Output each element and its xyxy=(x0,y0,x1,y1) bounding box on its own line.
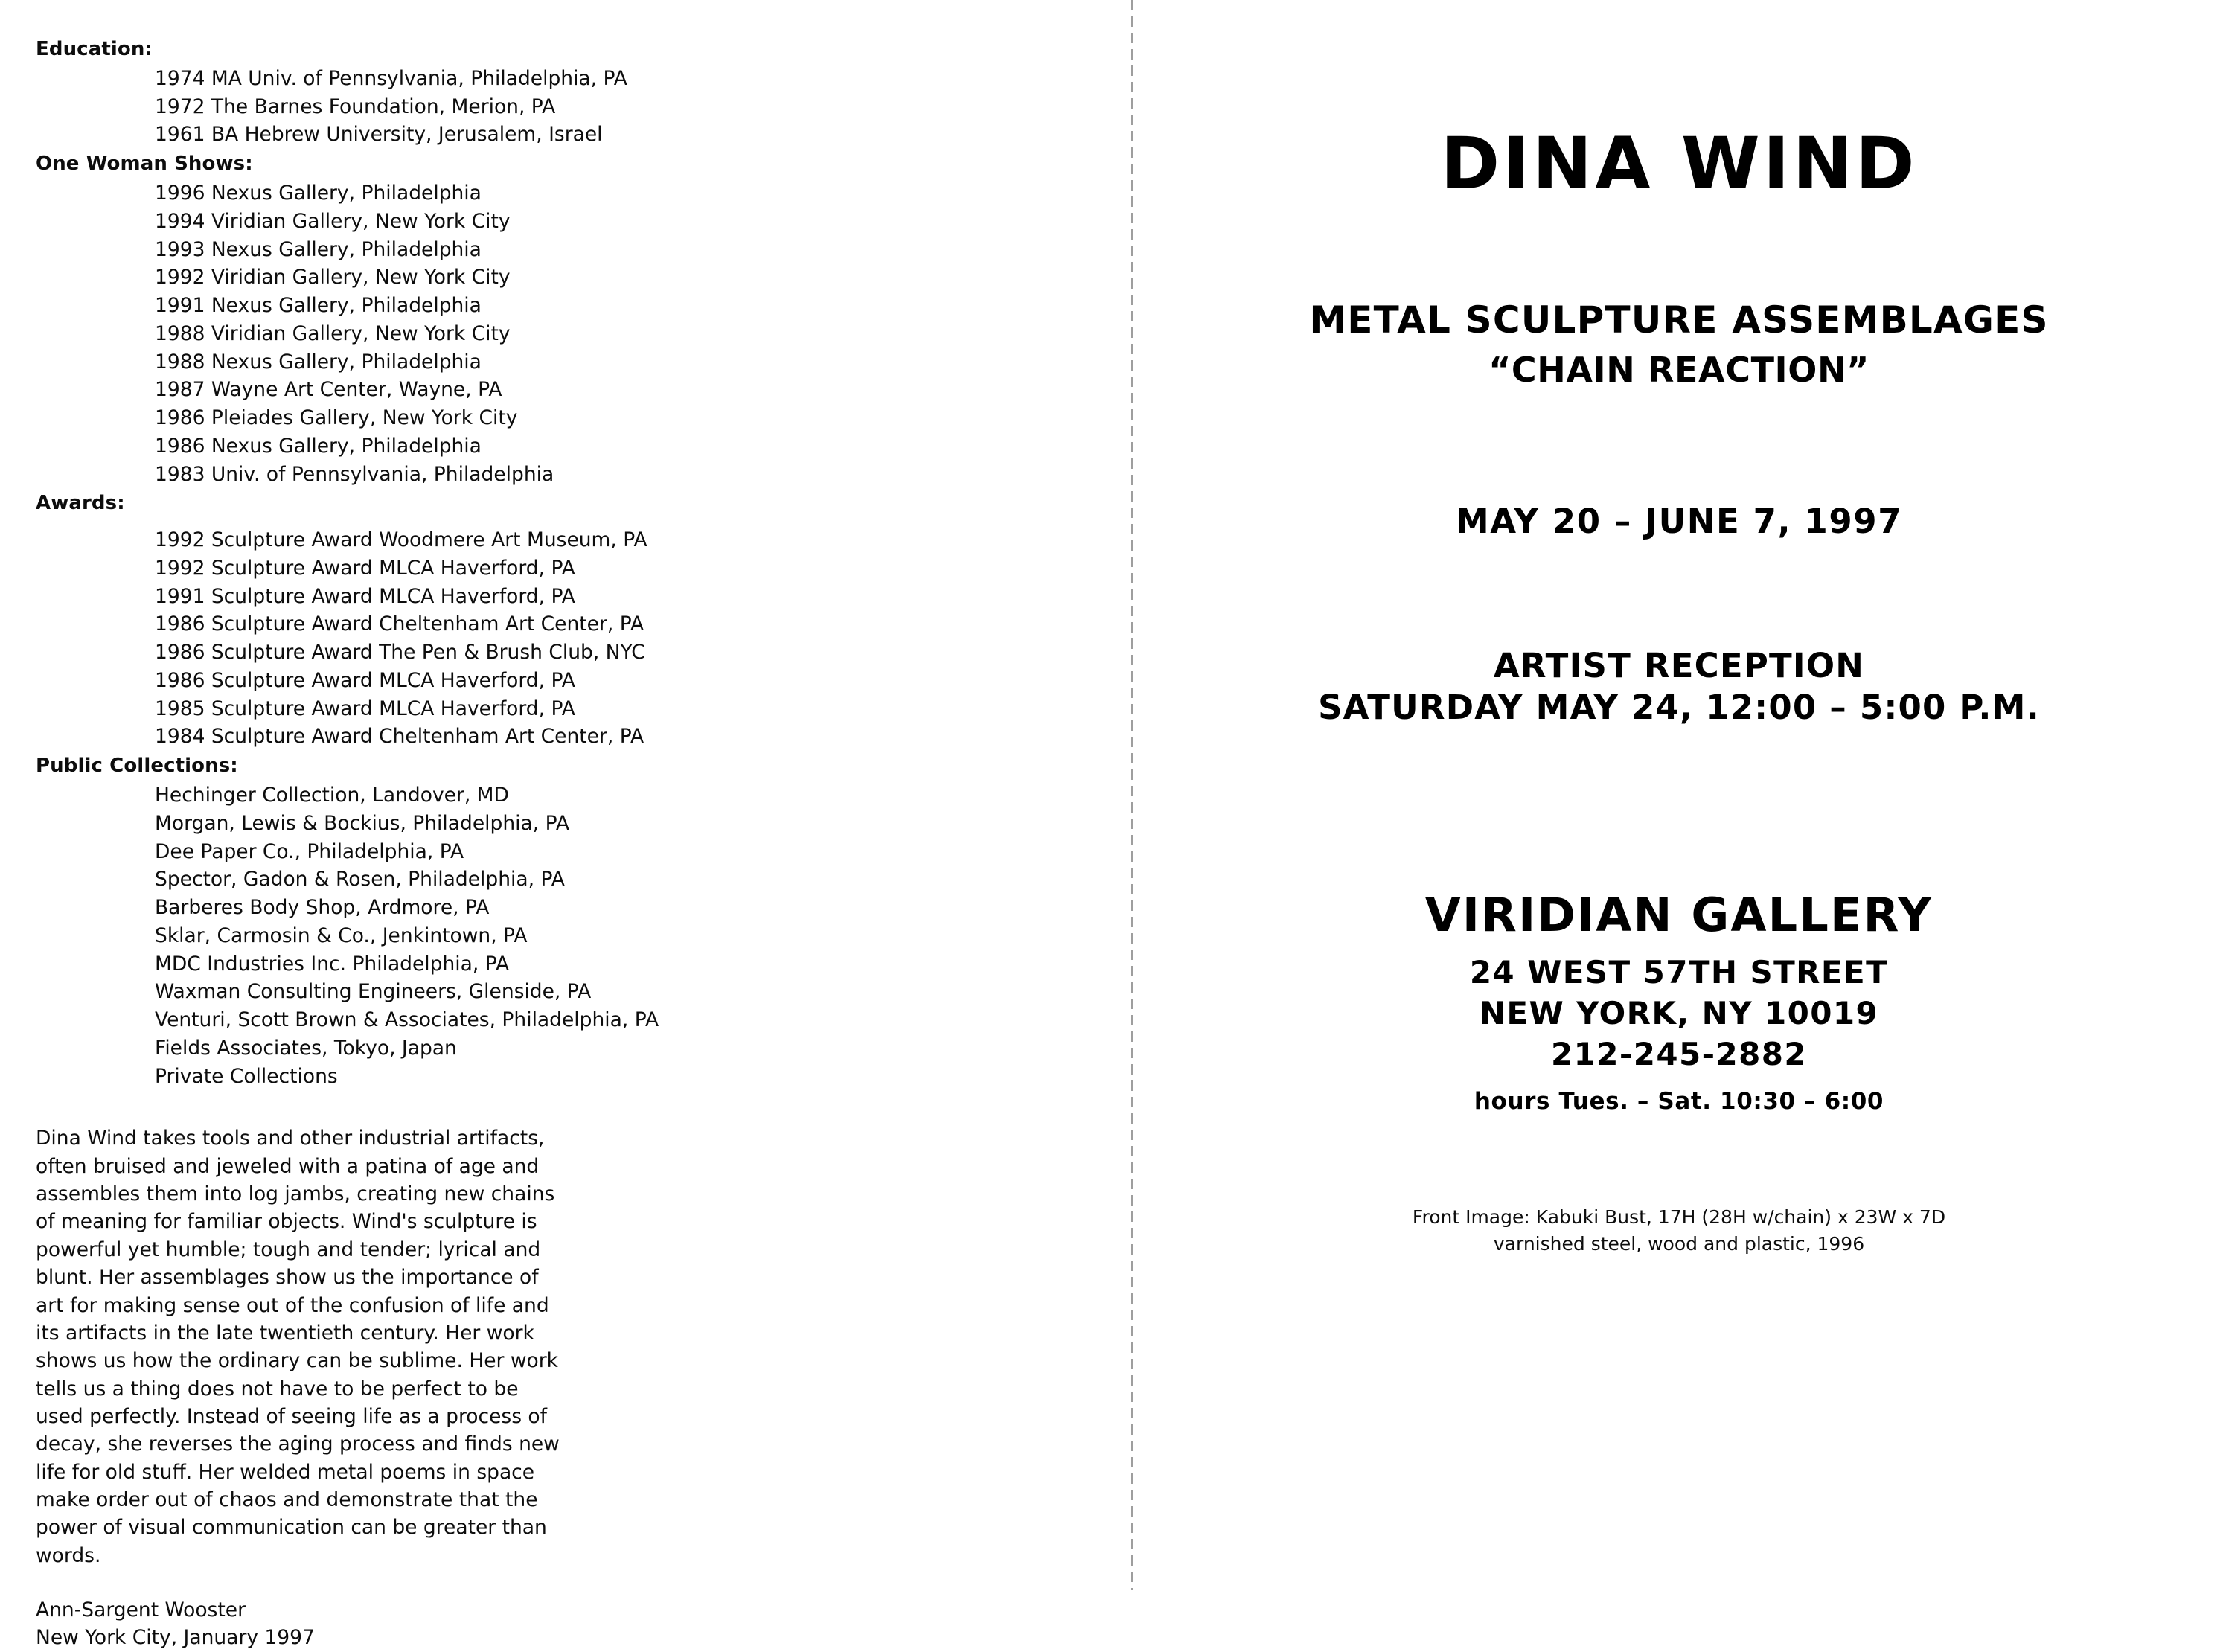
fold-line xyxy=(1131,0,1133,1590)
list-item: 1992 Sculpture Award Woodmere Art Museum, PA xyxy=(155,528,647,552)
list-item: Waxman Consulting Engineers, Glenside, PA xyxy=(155,980,592,1004)
statement-text: Dina Wind takes tools and other industrial artifacts, often bruised and jeweled with a patina of age and assembles them into log jambs, creating new chains of meaning for familiar objects. Wind's sculpture is powerful yet humble; tough and tender; lyrical and blunt. Her assemblages show us the importance of art for making sense out of the confusion of life and its artifacts in the late twentieth century. Her work shows us how the ordinary can be sublime. Her work tells us a thing does not have to be perfect to be used perfectly. Instead of seeing life as a process of decay, she reverses the aging process and finds new life for old stuff. Her welded metal poems in space make order out of chaos and demonstrate that the power of visual communication can be greater than words. xyxy=(36,1127,560,1567)
gallery-name: VIRIDIAN GALLERY xyxy=(1424,888,1933,943)
list-item: 1987 Wayne Art Center, Wayne, PA xyxy=(155,378,502,402)
reception-time: SATURDAY MAY 24, 12:00 – 5:00 P.M. xyxy=(1318,687,2040,727)
gallery-address xyxy=(1135,953,2223,1075)
list-item: 1986 Nexus Gallery, Philadelphia xyxy=(155,434,482,458)
list-item: Spector, Gadon & Rosen, Philadelphia, PA xyxy=(155,868,565,891)
list-item: 1992 Viridian Gallery, New York City xyxy=(155,266,511,289)
cv-section-one-woman-shows xyxy=(36,150,1135,488)
list-item: MDC Industries Inc. Philadelphia, PA xyxy=(155,952,510,976)
list-item: Sklar, Carmosin & Co., Jenkintown, PA xyxy=(155,923,528,947)
statement-signature xyxy=(36,1596,569,1652)
artist-name: DINA WIND xyxy=(1440,122,1918,205)
list-item: 1972 The Barnes Foundation, Merion, PA xyxy=(155,95,556,118)
section-heading: Education: xyxy=(36,38,153,60)
list-item: 1994 Viridian Gallery, New York City xyxy=(155,209,511,233)
statement-author: Ann-Sargent Wooster xyxy=(36,1598,246,1622)
public-collections-list xyxy=(36,781,1135,1090)
gallery-hours: hours Tues. – Sat. 10:30 – 6:00 xyxy=(1474,1088,1884,1115)
list-item: Venturi, Scott Brown & Associates, Philadelphia, PA xyxy=(155,1008,659,1032)
list-item: Morgan, Lewis & Bockius, Philadelphia, PA xyxy=(155,811,569,835)
list-item: 1986 Sculpture Award Cheltenham Art Center, PA xyxy=(155,612,644,636)
reception-block xyxy=(1135,645,2223,729)
reception-label: ARTIST RECEPTION xyxy=(1493,645,1865,685)
section-heading: One Woman Shows: xyxy=(36,153,253,176)
list-item: 1988 Nexus Gallery, Philadelphia xyxy=(155,350,482,374)
list-item: 1961 BA Hebrew University, Jerusalem, Israel xyxy=(155,123,603,147)
list-item: Barberes Body Shop, Ardmore, PA xyxy=(155,896,490,920)
list-item: 1986 Sculpture Award MLCA Haverford, PA xyxy=(155,668,575,692)
artist-statement xyxy=(36,1124,1135,1651)
address-city: NEW YORK, NY 10019 xyxy=(1479,994,1879,1031)
list-item: Private Collections xyxy=(155,1064,338,1088)
cv-section-public-collections xyxy=(36,752,1135,1090)
list-item: 1991 Sculpture Award MLCA Haverford, PA xyxy=(155,584,575,608)
list-item: Dee Paper Co., Philadelphia, PA xyxy=(155,839,464,863)
caption-line-1: Front Image: Kabuki Bust, 17H (28H w/chain) x 23W x 7D xyxy=(1412,1206,1946,1229)
list-item: 1996 Nexus Gallery, Philadelphia xyxy=(155,182,482,205)
list-item: 1984 Sculpture Award Cheltenham Art Center, PA xyxy=(155,725,644,749)
one-woman-shows-list xyxy=(36,179,1135,488)
list-item: 1985 Sculpture Award MLCA Haverford, PA xyxy=(155,697,575,720)
list-item: 1991 Nexus Gallery, Philadelphia xyxy=(155,294,482,318)
list-item: 1986 Pleiades Gallery, New York City xyxy=(155,406,518,430)
front-image-caption xyxy=(1135,1204,2223,1257)
section-heading: Public Collections: xyxy=(36,755,238,778)
exhibition-dates: MAY 20 – JUNE 7, 1997 xyxy=(1455,501,1903,541)
statement-author-place: New York City, January 1997 xyxy=(36,1626,315,1650)
education-list xyxy=(36,65,1135,149)
list-item: Hechinger Collection, Landover, MD xyxy=(155,784,509,807)
gallery-phone: 212-245-2882 xyxy=(1551,1035,1807,1072)
address-street: 24 WEST 57TH STREET xyxy=(1469,954,1889,991)
cover-panel xyxy=(1135,0,2223,1590)
spacer xyxy=(36,519,1135,526)
list-item: Fields Associates, Tokyo, Japan xyxy=(155,1036,457,1060)
list-item: 1983 Univ. of Pennsylvania, Philadelphia xyxy=(155,462,554,486)
cv-section-education xyxy=(36,36,1135,149)
list-item: 1992 Sculpture Award MLCA Haverford, PA xyxy=(155,556,575,580)
exhibition-title: “CHAIN REACTION” xyxy=(1488,349,1869,390)
cv-section-awards xyxy=(36,490,1135,751)
list-item: 1986 Sculpture Award The Pen & Brush Club, NYC xyxy=(155,641,645,665)
list-item: 1974 MA Univ. of Pennsylvania, Philadelphia, PA xyxy=(155,66,627,90)
caption-line-2: varnished steel, wood and plastic, 1996 xyxy=(1493,1232,1865,1255)
list-item: 1993 Nexus Gallery, Philadelphia xyxy=(155,237,482,261)
section-heading: Awards: xyxy=(36,492,125,515)
awards-list xyxy=(36,526,1135,751)
list-item: 1988 Viridian Gallery, New York City xyxy=(155,321,511,345)
exhibition-type: METAL SCULPTURE ASSEMBLAGES xyxy=(1309,298,2049,342)
